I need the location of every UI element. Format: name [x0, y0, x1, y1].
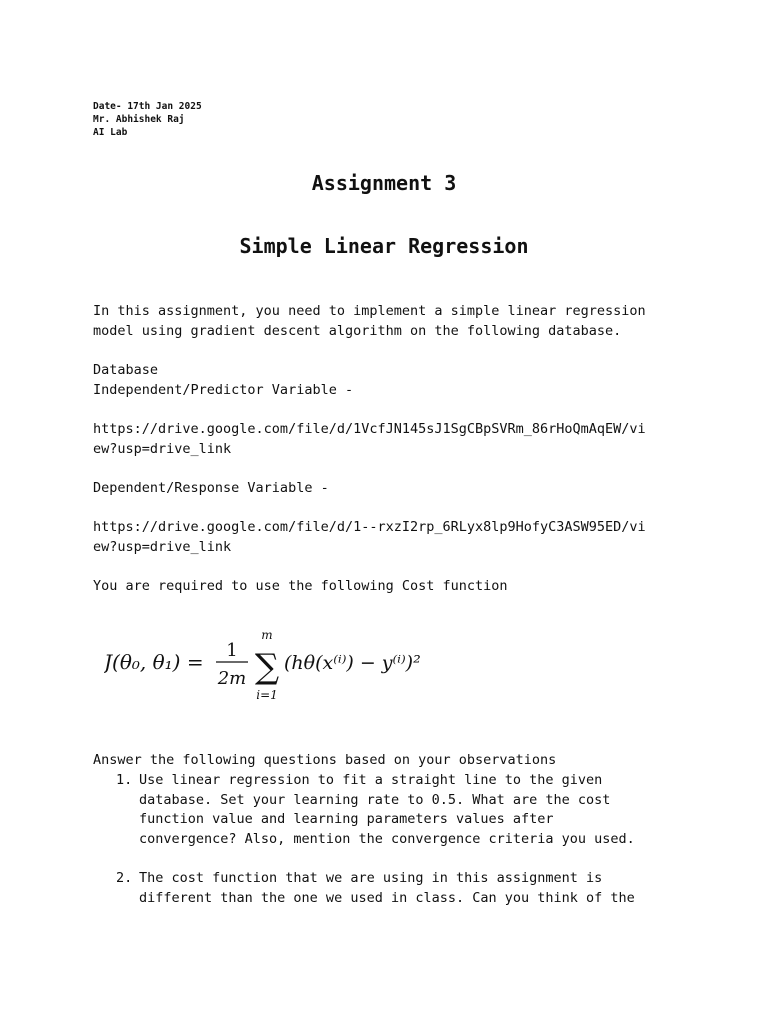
assignment-title: Assignment 3 — [311, 171, 457, 195]
formula-sum-lower: i=1 — [256, 688, 278, 702]
independent-url-line-2[interactable]: ew?usp=drive_link — [93, 440, 232, 457]
date-line: Date- 17th Jan 2025 — [93, 101, 202, 112]
cost-function-intro-text: You are required to use the following Cost function — [93, 578, 508, 594]
question-number: 1. — [116, 772, 133, 788]
independent-url-line-1[interactable]: https://drive.google.com/file/d/1VcfJN145sJ1SgCBpSVRm_86rHoQmAqEW/vi — [93, 421, 646, 437]
questions-intro-text: Answer the following questions based on your observations — [93, 752, 557, 768]
dependent-variable-section — [93, 479, 683, 499]
question-number: 2. — [116, 870, 133, 886]
question-line: The cost function that we are using in this assignment is — [139, 870, 603, 886]
formula-denominator: 2m — [217, 668, 247, 689]
questions-list — [93, 771, 693, 908]
question-item-1 — [93, 771, 693, 849]
dependent-url-line-2[interactable]: ew?usp=drive_link — [93, 538, 232, 555]
assignment-subtitle: Simple Linear Regression — [239, 234, 529, 258]
independent-variable-link[interactable] — [93, 420, 683, 459]
instructor-line: Mr. Abhishek Raj — [93, 114, 185, 125]
database-heading: Database — [93, 362, 159, 378]
cost-function-intro — [93, 577, 683, 597]
document-header — [93, 100, 202, 139]
database-section — [93, 361, 683, 400]
formula-numerator: 1 — [226, 640, 238, 661]
formula-lhs: J(θ₀, θ₁) = — [104, 650, 204, 674]
dependent-url-line-1[interactable]: https://drive.google.com/file/d/1--rxzI2rp_6RLyx8lp9HofyC3ASW95ED/vi — [93, 519, 646, 535]
lab-line: AI Lab — [93, 127, 128, 138]
question-line: different than the one we used in class. Can you think of the — [139, 889, 635, 906]
question-line: database. Set your learning rate to 0.5. What are the cost — [139, 791, 611, 808]
question-line: Use linear regression to fit a straight line to the given — [139, 772, 603, 788]
questions-intro — [93, 751, 683, 771]
question-item-2 — [93, 869, 693, 908]
intro-line-1: In this assignment, you need to implement a simple linear regression — [93, 303, 646, 319]
formula-sigma: ∑ — [254, 647, 280, 687]
question-line: convergence? Also, mention the convergence criteria you used. — [139, 830, 635, 847]
intro-line-2: model using gradient descent algorithm on the following database. — [93, 322, 622, 339]
dependent-variable-label: Dependent/Response Variable - — [93, 480, 329, 496]
formula-sum-upper: m — [261, 628, 273, 642]
dependent-variable-link[interactable] — [93, 518, 683, 557]
independent-variable-label: Independent/Predictor Variable - — [93, 381, 354, 398]
cost-function-formula — [104, 620, 464, 705]
question-line: function value and learning parameters values after — [139, 811, 554, 827]
intro-paragraph — [93, 302, 683, 341]
formula-body: (hθ(x⁽ⁱ⁾) − y⁽ⁱ⁾)² — [284, 652, 421, 674]
